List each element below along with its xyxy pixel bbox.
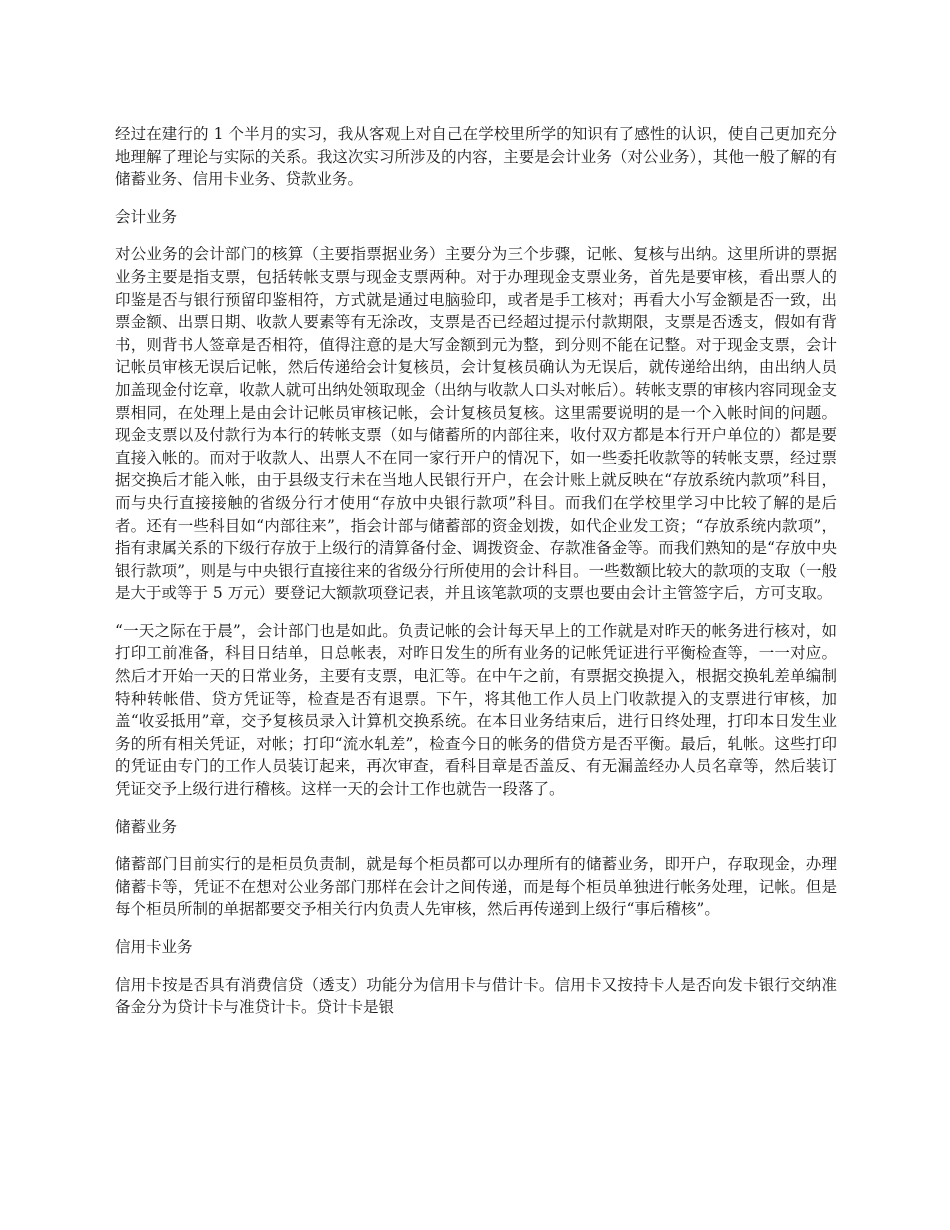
intro-paragraph: 经过在建行的 1 个半月的实习，我从客观上对自己在学校里所学的知识有了感性的认识，使自己更加充分地理解了理论与实际的关系。我这次实习所涉及的内容，主要是会计业务（对公业务），其他一般了解的有储蓄业务、信用卡业务、贷款业务。: [115, 125, 837, 189]
section-heading-credit-card: 信用卡业务: [115, 938, 193, 956]
accounting-paragraph-1: 对公业务的会计部门的核算（主要指票据业务）主要分为三个步骤，记帐、复核与出纳。这里所讲的票据业务主要是指支票，包括转帐支票与现金支票两种。对于办理现金支票业务，首先是要审核，看出票人的印鉴是否与银行预留印鉴相符，方式就是通过电脑验印，或者是手工核对；再看大小写金额是否一致，出票金额、出票日期、收款人要素等有无涂改，支票是否已经超过提示付款期限，支票是否透支，假如有背书，则背书人签章是否相符，值得注意的是大写金额到元为整，到分则不能在记整。对于现金支票，会计记帐员审核无误后记帐，然后传递给会计复核员，会计复核员确认为无误后，就传递给出纳，由出纳人员加盖现金付讫章，收款人就可出纳处领取现金（出纳与收款人口头对帐后）。转帐支票的审核内容同现金支票相同，在处理上是由会计记帐员审核记帐，会计复核员复核。这里需要说明的是一个入帐时间的问题。现金支票以及付款行为本行的转帐支票（如与储蓄所的内部往来，收付双方都是本行开户单位的）都是要直接入帐的。而对于收款人、出票人不在同一家行开户的情况下，如一些委托收款等的转帐支票，经过票据交换后才能入帐，由于县级支行未在当地人民银行开户，在会计账上就反映在“存放系统内款项”科目，而与央行直接接触的省级分行才使用“存放中央银行款项”科目。而我们在学校里学习中比较了解的是后者。还有一些科目如“内部往来”，指会计部与储蓄部的资金划拨，如代企业发工资；“存放系统内款项”，指有隶属关系的下级行存放于上级行的清算备付金、调拨资金、存款准备金等。而我们熟知的是“存放中央银行款项”，则是与中央银行直接往来的省级分行所使用的会计科目。一些数额比较大的款项的支取（一般是大于或等于 5 万元）要登记大额款项登记表，并且该笔款项的支票也要由会计主管签字后，方可支取。: [115, 245, 837, 603]
section-heading-accounting: 会计业务: [115, 207, 178, 226]
savings-paragraph: 储蓄部门目前实行的是柜员负责制，就是每个柜员都可以办理所有的储蓄业务，即开户，存取现金，办理储蓄卡等，凭证不在想对公业务部门那样在会计之间传递，而是每个柜员单独进行帐务处理，记帐。但是每个柜员所制的单据都要交予相关行内负责人先审核，然后再传递到上级行“事后稽核”。: [115, 855, 837, 919]
section-heading-savings: 储蓄业务: [115, 817, 178, 836]
document-body: [115, 123, 837, 1034]
accounting-paragraph-2: “一天之际在于晨”，会计部门也是如此。负责记帐的会计每天早上的工作就是对昨天的帐务进行核对，如打印工前准备，科目日结单，日总帐表，对昨日发生的所有业务的记帐凭证进行平衡检查等，一一对应。然后才开始一天的日常业务，主要有支票，电汇等。在中午之前，有票据交换提入，根据交换轧差单编制特种转帐借、贷方凭证等，检查是否有退票。下午，将其他工作人员上门收款提入的支票进行审核，加盖“收妥抵用”章，交予复核员录入计算机交换系统。在本日业务结束后，进行日终处理，打印本日发生业务的所有相关凭证，对帐；打印“流水轧差”，检查今日的帐务的借贷方是否平衡。最后，轧帐。这些打印的凭证由专门的工作人员装订起来，再次审查，看科目章是否盖反、有无漏盖经办人员名章等，然后装订凭证交予上级行进行稽核。这样一天的会计工作也就告一段落了。: [115, 621, 837, 799]
credit-card-paragraph: 信用卡按是否具有消费信贷（透支）功能分为信用卡与借计卡。信用卡又按持卡人是否向发卡银行交纳准备金分为贷计卡与准贷计卡。贷计卡是银: [115, 975, 837, 1017]
